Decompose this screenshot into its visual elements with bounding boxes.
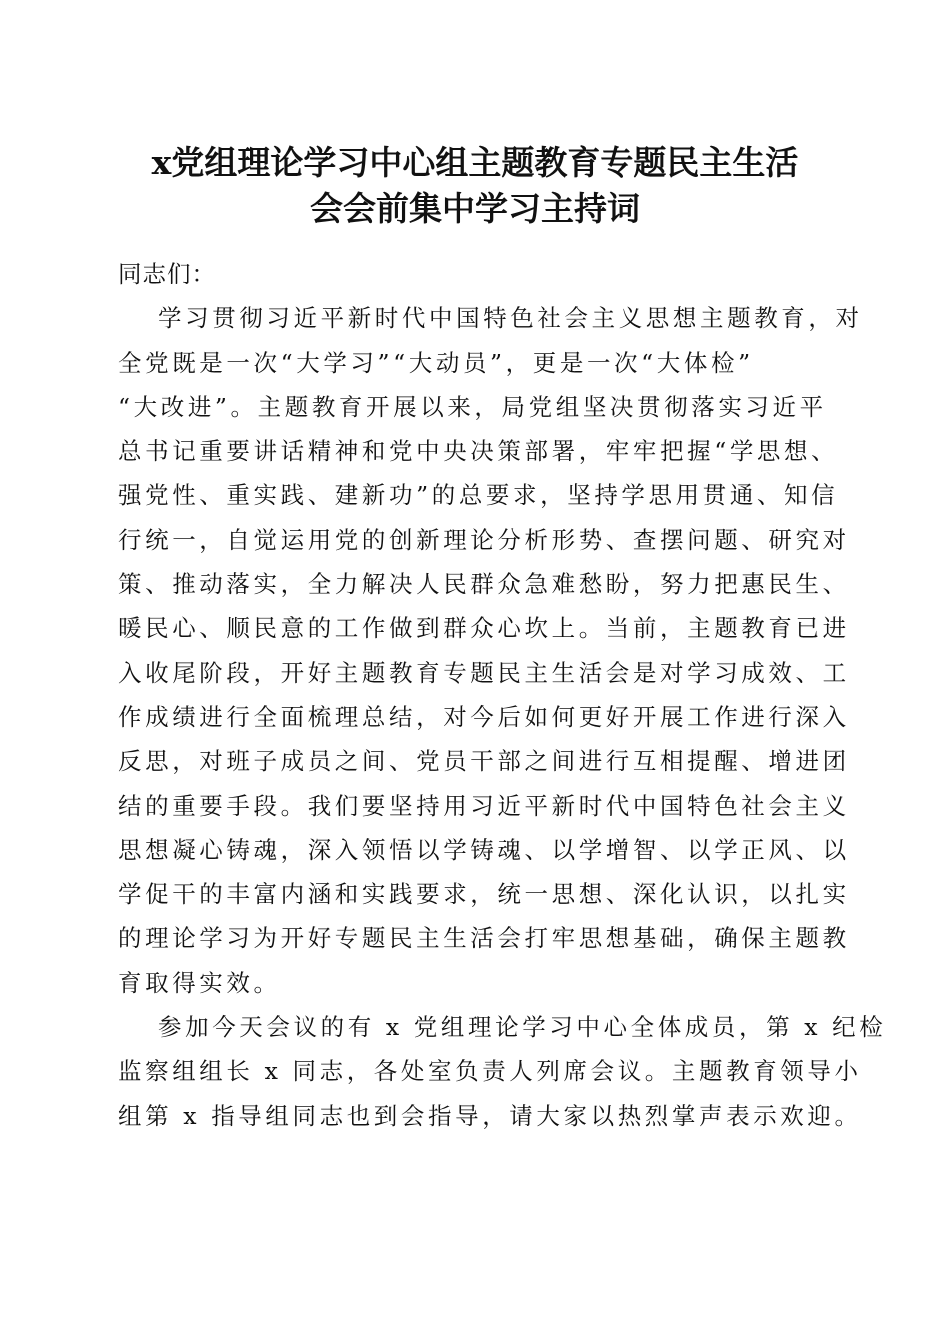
document-title	[100, 140, 850, 232]
paragraph-1	[118, 296, 863, 1005]
document-body	[118, 252, 887, 1138]
paragraph-line: 育取得实效。	[118, 968, 281, 997]
paragraph-line: 的理论学习为开好专题民主生活会打牢思想基础，确保主题教	[118, 924, 850, 953]
paragraph-line: 组第 x 指导组同志也到会指导，请大家以热烈掌声表示欢迎。	[118, 1101, 862, 1130]
title-line-1: x党组理论学习中心组主题教育专题民主生活	[151, 143, 799, 182]
paragraph-line: 入收尾阶段，开好主题教育专题民主生活会是对学习成效、工	[118, 658, 850, 687]
paragraph-line: 参加今天会议的有 x 党组理论学习中心全体成员，第 x 纪检	[158, 1013, 887, 1042]
paragraph-line: 总书记重要讲话精神和党中央决策部署，牢牢把握“学思想、	[118, 437, 839, 466]
paragraph-line: “大改进”。主题教育开展以来，局党组坚决贯彻落实习近平	[118, 392, 827, 421]
paragraph-line: 全党既是一次“大学习”“大动员”，更是一次“大体检”	[118, 348, 754, 377]
paragraph-line: 强党性、重实践、建新功”的总要求，坚持学思用贯通、知信	[118, 481, 839, 510]
paragraph-line: 作成绩进行全面梳理总结，对今后如何更好开展工作进行深入	[118, 702, 850, 731]
paragraph-line: 反思，对班子成员之间、党员干部之间进行互相提醒、增进团	[118, 747, 850, 776]
paragraph-2	[118, 1005, 887, 1138]
paragraph-line: 结的重要手段。我们要坚持用习近平新时代中国特色社会主义	[118, 791, 850, 820]
paragraph-line: 学习贯彻习近平新时代中国特色社会主义思想主题教育，对	[158, 304, 863, 333]
paragraph-line: 监察组组长 x 同志，各处室负责人列席会议。主题教育领导小	[118, 1057, 862, 1086]
title-line-2: 会会前集中学习主持词	[310, 189, 640, 228]
paragraph-line: 策、推动落实，全力解决人民群众急难愁盼，努力把惠民生、	[118, 570, 850, 599]
paragraph-line: 思想凝心铸魂，深入领悟以学铸魂、以学增智、以学正风、以	[118, 835, 850, 864]
salutation: 同志们：	[118, 260, 216, 288]
paragraph-line: 行统一，自觉运用党的创新理论分析形势、查摆问题、研究对	[118, 525, 850, 554]
paragraph-line: 学促干的丰富内涵和实践要求，统一思想、深化认识，以扎实	[118, 880, 850, 909]
paragraph-line: 暖民心、顺民意的工作做到群众心坎上。当前，主题教育已进	[118, 614, 850, 643]
